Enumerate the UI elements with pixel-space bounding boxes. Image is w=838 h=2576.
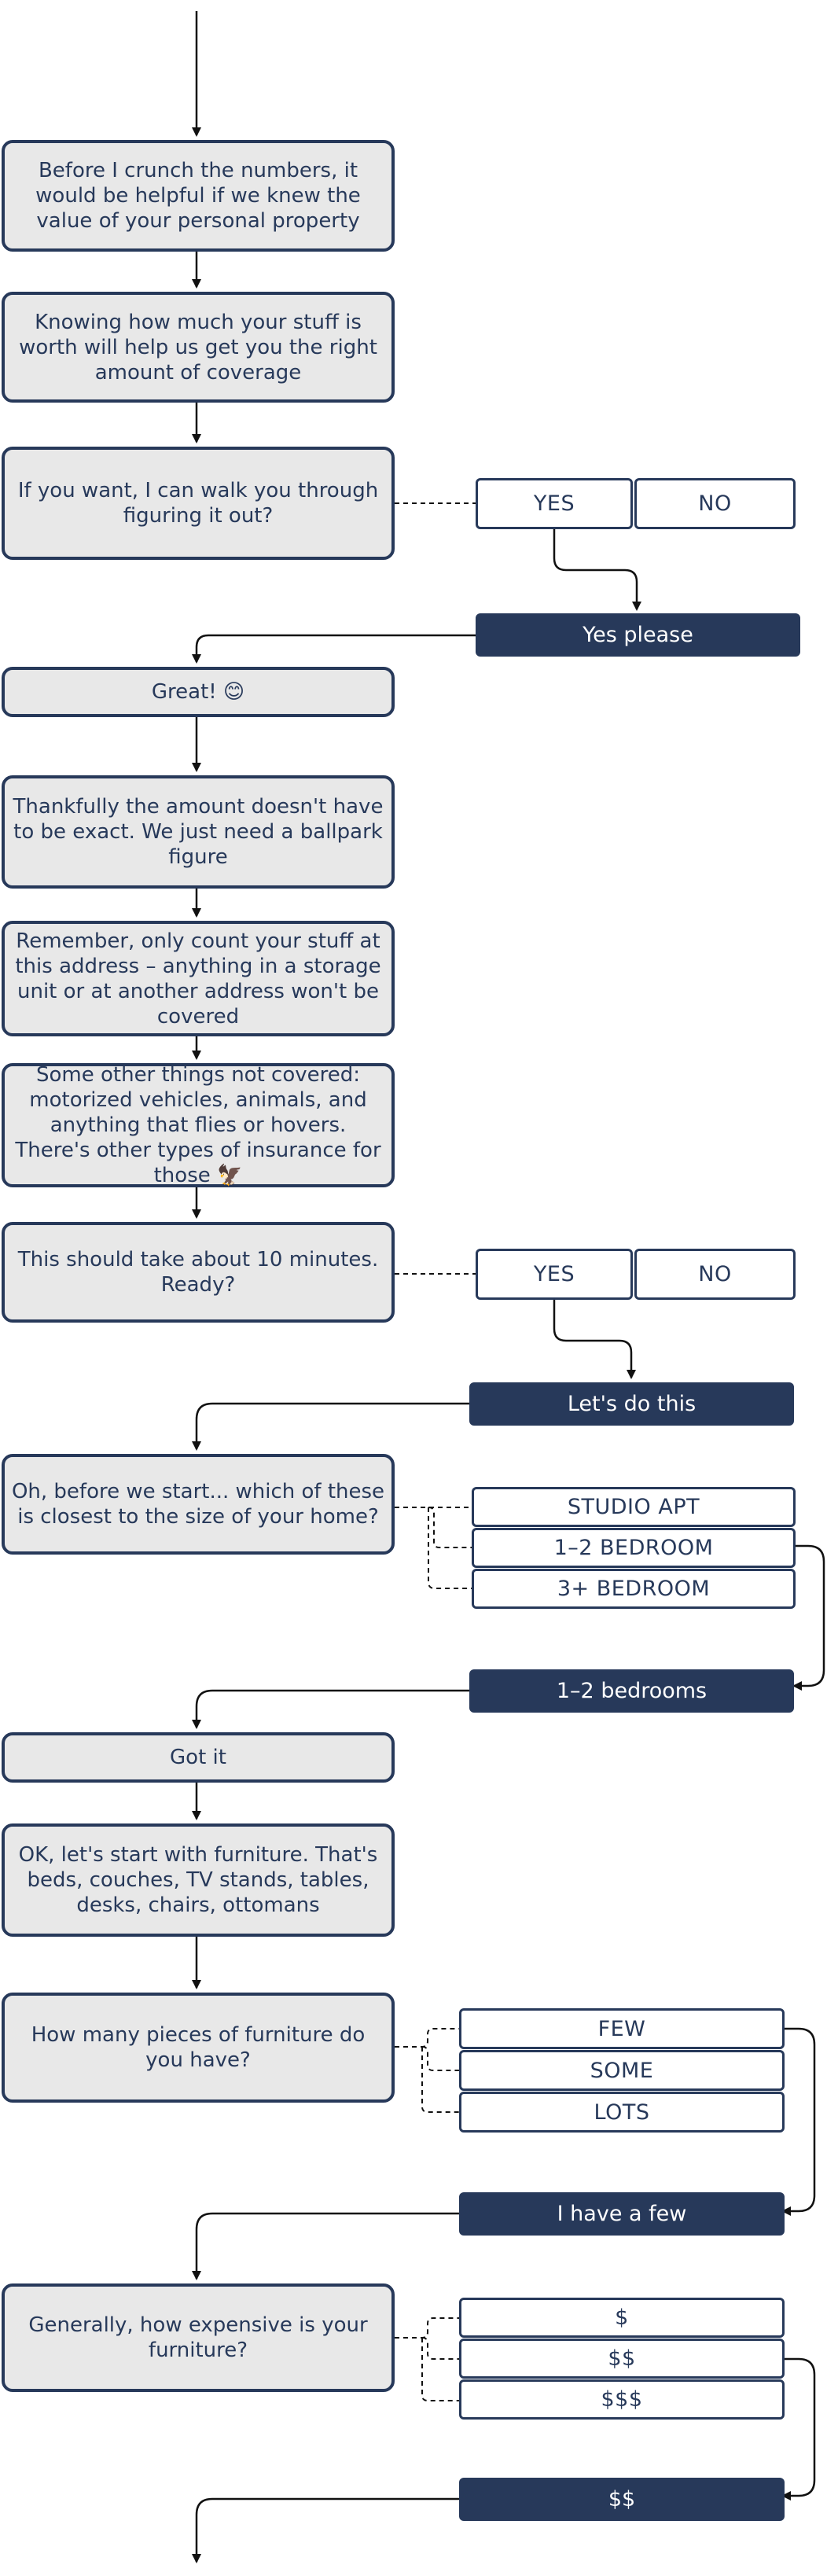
response-yes-please [476, 613, 800, 657]
message-got-it [2, 1732, 395, 1783]
response-label: 1–2 bedrooms [556, 1679, 708, 1703]
option-some-button[interactable] [459, 2050, 785, 2091]
option-label: NO [698, 1262, 732, 1286]
option-label: NO [698, 491, 732, 516]
response-to-next-arrow [197, 2214, 459, 2279]
response-1-2-bedrooms [469, 1669, 794, 1713]
question-walk-through [2, 447, 395, 560]
bubble-text: Generally, how expensive is your furniture? [28, 2313, 368, 2362]
option-label: $$ [608, 2346, 636, 2371]
option-yes-button[interactable] [476, 478, 633, 529]
bubble-text: Remember, only count your stuff at this address – anything in a storage unit or at another address won't be covered [15, 929, 381, 1029]
question-furniture-cost [2, 2283, 395, 2392]
option-to-response-arrow [783, 2029, 814, 2211]
bubble-text: Great! 😊 [151, 680, 245, 704]
option-to-response-arrow [554, 528, 637, 609]
option-label: STUDIO APT [567, 1495, 700, 1519]
response-to-next-arrow [197, 635, 476, 662]
message-start-with-furniture [2, 1823, 395, 1937]
option-few-button[interactable] [459, 2008, 785, 2049]
option-studio-apt-button[interactable] [472, 1487, 796, 1527]
option-label: 3+ BEDROOM [557, 1577, 711, 1601]
question-ready [2, 1222, 395, 1323]
bubble-text: If you want, I can walk you through figuring it out? [17, 479, 379, 528]
message-not-covered [2, 1063, 395, 1187]
message-great [2, 667, 395, 717]
bubble-text: OK, let's start with furniture. That's beds, couches, TV stands, tables, desks, chairs, ottomans [18, 1843, 378, 1917]
message-only-this-address [2, 921, 395, 1036]
option-label: SOME [590, 2058, 654, 2083]
bubble-text: Oh, before we start... which of these is closest to the size of your home? [11, 1480, 385, 1529]
response-to-next-arrow [197, 1691, 469, 1728]
question-furniture-count [2, 1993, 395, 2103]
options-connector [422, 2047, 459, 2070]
option-price-mid-button[interactable] [459, 2339, 785, 2379]
options-connector [428, 1507, 472, 1547]
response-i-have-a-few [459, 2192, 785, 2236]
question-home-size [2, 1454, 395, 1555]
option-3-plus-bedroom-button[interactable] [472, 1569, 796, 1609]
bubble-text: Knowing how much your stuff is worth will help us get you the right amount of coverage [19, 310, 377, 385]
question-value-of-property [2, 140, 395, 252]
response-label: I have a few [557, 2202, 687, 2226]
option-no-button[interactable] [634, 478, 796, 529]
message-ballpark [2, 775, 395, 889]
option-lots-button[interactable] [459, 2092, 785, 2133]
option-yes-button[interactable] [476, 1249, 633, 1300]
option-to-response-arrow [783, 2359, 814, 2496]
option-label: FEW [597, 2016, 646, 2041]
option-to-response-arrow [554, 1298, 631, 1378]
question-coverage-explanation [2, 292, 395, 403]
option-no-button[interactable] [634, 1249, 796, 1300]
bubble-text: Thankfully the amount doesn't have to be exact. We just need a ballpark figure [13, 795, 384, 869]
response-price-mid [459, 2478, 785, 2521]
option-label: YES [533, 491, 575, 516]
response-label: Let's do this [567, 1392, 696, 1416]
option-to-response-arrow [794, 1546, 824, 1686]
bubble-text: This should take about 10 minutes. Ready? [17, 1248, 379, 1297]
option-price-low-button[interactable] [459, 2298, 785, 2338]
option-label: $ [615, 2306, 629, 2330]
options-connector [422, 2338, 459, 2359]
option-label: YES [533, 1262, 575, 1286]
response-lets-do-this [469, 1382, 794, 1426]
bubble-text: How many pieces of furniture do you have? [31, 2023, 366, 2072]
bubble-text: Some other things not covered: motorized vehicles, animals, and anything that flies or hovers. There's other types of insurance for those 🦅 [15, 1063, 381, 1187]
option-label: $$$ [601, 2387, 643, 2412]
response-to-next-arrow [197, 1404, 469, 1449]
response-label: Yes please [583, 623, 693, 647]
options-connector [395, 2029, 459, 2047]
option-price-high-button[interactable] [459, 2379, 785, 2420]
option-label: LOTS [594, 2099, 650, 2125]
options-connector [395, 2318, 459, 2338]
response-to-next-arrow [197, 2499, 459, 2562]
option-1-2-bedroom-button[interactable] [472, 1528, 796, 1568]
bubble-text: Before I crunch the numbers, it would be helpful if we knew the value of your personal property [35, 159, 361, 233]
bubble-text: Got it [170, 1746, 226, 1769]
response-label: $$ [608, 2487, 636, 2512]
option-label: 1–2 BEDROOM [553, 1536, 714, 1560]
